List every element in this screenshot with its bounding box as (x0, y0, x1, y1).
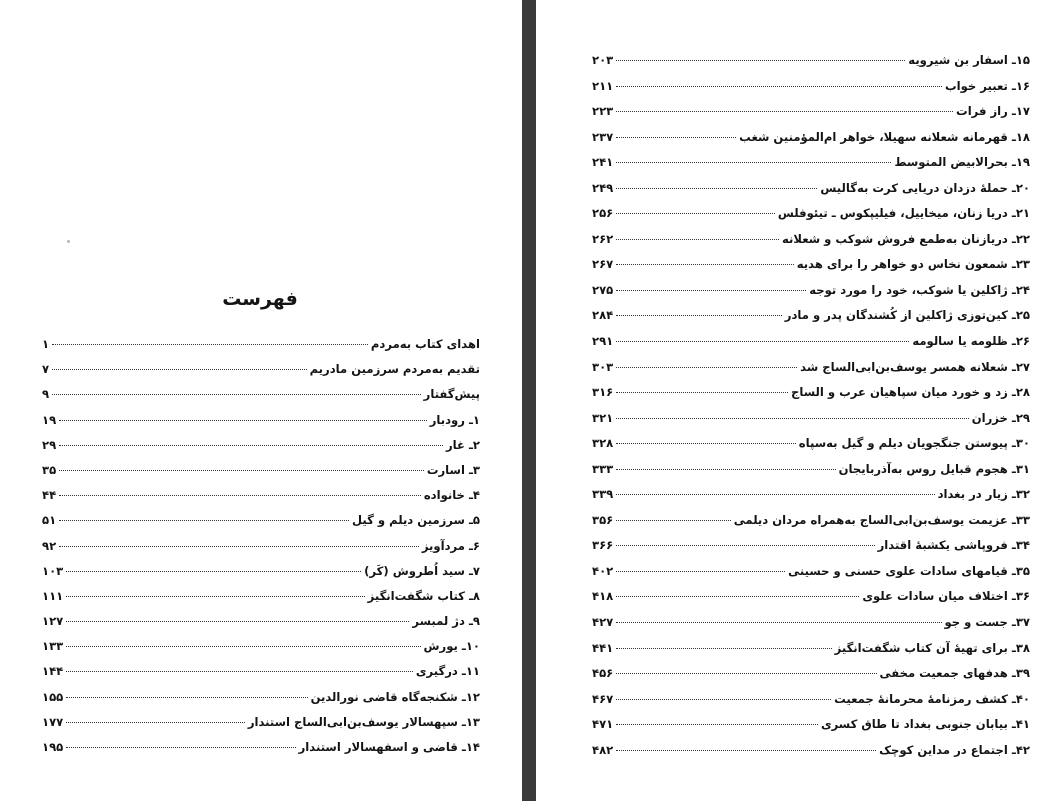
toc-entry-title: ۲۰ـ حملهٔ دزدان دریایی کرت به‌گالیس (820, 180, 1030, 195)
toc-entry-title: ۱۳ـ سپهسالار یوسف‌بن‌ابی‌الساج استندار (247, 714, 480, 729)
toc-entry (592, 252, 1030, 278)
toc-entry (592, 687, 1030, 713)
toc-entry (42, 408, 480, 433)
toc-entry-page: ۳۵ (42, 462, 57, 477)
dot-leader (616, 290, 806, 291)
dot-leader (616, 367, 797, 368)
toc-entry (42, 534, 480, 559)
dot-leader (66, 697, 307, 698)
toc-entry (42, 508, 480, 533)
dot-leader (616, 111, 953, 112)
toc-entry (592, 406, 1030, 432)
dot-leader (66, 671, 413, 672)
toc-entry-title: ۲۶ـ ظلومه یا سالومه (912, 334, 1030, 349)
toc-entry (42, 659, 480, 684)
toc-entry-page: ۱۱۱ (42, 588, 64, 603)
toc-entry-title: ۳۹ـ هدفهای جمعیت مخفی (879, 666, 1030, 681)
dot-leader (616, 673, 876, 674)
toc-entry-title: ۲۳ـ شمعون نخاس دو خواهر را برای هدیه (796, 257, 1030, 272)
toc-entry (42, 332, 480, 357)
toc-entry-title: ۲ـ غار (445, 437, 480, 452)
toc-entry (42, 710, 480, 735)
toc-entry (592, 99, 1030, 125)
toc-entry-page: ۱۰۳ (42, 563, 64, 578)
toc-entry-title: ۶ـ مردآویز (421, 538, 480, 553)
toc-entry (592, 278, 1030, 304)
toc-entry-title: ۲۹ـ خزران (971, 410, 1030, 425)
toc-entry (592, 125, 1030, 151)
toc-entry-title: ۱۷ـ راز فرات (956, 104, 1030, 119)
dot-leader (616, 596, 859, 597)
toc-entry (42, 609, 480, 634)
toc-entry-page: ۲۴۱ (592, 155, 614, 170)
dot-leader (616, 494, 934, 495)
dot-leader (616, 162, 891, 163)
dot-leader (59, 420, 427, 421)
toc-entry-title: ۳۸ـ برای تهیهٔ آن کتاب شگفت‌انگیز (834, 640, 1030, 655)
toc-entry-page: ۴۱۸ (592, 589, 614, 604)
dot-leader (616, 239, 779, 240)
toc-entry-page: ۲۸۴ (592, 308, 614, 323)
toc-entry-title: ۱۱ـ درگیری (415, 664, 480, 679)
toc-entry (42, 735, 480, 760)
toc-entry (592, 610, 1030, 636)
toc-entry (592, 559, 1030, 585)
toc-entry-page: ۱۵۵ (42, 689, 64, 704)
toc-entry-page: ۳۲۸ (592, 436, 614, 451)
dot-leader (616, 264, 794, 265)
toc-entry (42, 634, 480, 659)
toc-entry (592, 150, 1030, 176)
toc-entry-page: ۱۹ (42, 412, 57, 427)
toc-entry-page: ۴۸۲ (592, 742, 614, 757)
dot-leader (59, 546, 419, 547)
dot-leader (66, 621, 409, 622)
toc-entry (42, 559, 480, 584)
toc-entry-page: ۲۶۷ (592, 257, 614, 272)
toc-list-right (592, 48, 1030, 763)
toc-entry-title: ۲۱ـ دریا زنان، میخاییل، فیلیپکوس ـ تیئوفلس (777, 206, 1030, 221)
dot-leader (59, 445, 443, 446)
toc-entry-page: ۳۳۹ (592, 487, 614, 502)
toc-entry (592, 482, 1030, 508)
dot-leader (616, 443, 796, 444)
toc-entry-title: ۳۶ـ اختلاف میان سادات علوی (862, 589, 1030, 604)
dot-leader (616, 86, 942, 87)
toc-entry-page: ۲۷۵ (592, 282, 614, 297)
toc-entry-page: ۲۴۹ (592, 180, 614, 195)
toc-entry-title: ۳ـ اسارت (426, 462, 480, 477)
toc-entry (42, 433, 480, 458)
toc-entry-title: ۸ـ کتاب شگفت‌انگیز (367, 588, 480, 603)
toc-entry-page: ۲۳۷ (592, 129, 614, 144)
toc-entry-title: ۱۰ـ یورش (423, 639, 480, 654)
toc-entry (592, 661, 1030, 687)
toc-entry (592, 201, 1030, 227)
toc-entry-page: ۲۹۱ (592, 334, 614, 349)
dot-leader (616, 315, 782, 316)
toc-entry (592, 176, 1030, 202)
toc-entry-title: ۳۷ـ جست و جو (944, 615, 1030, 630)
toc-entry-title: ۴۱ـ بیابان جنوبی بغداد تا طاق کسری (820, 717, 1030, 732)
toc-entry (592, 303, 1030, 329)
dot-leader (66, 571, 361, 572)
dot-leader (52, 394, 421, 395)
toc-entry-title: ۱۶ـ تعبیر خواب (944, 78, 1030, 93)
toc-entry (592, 48, 1030, 74)
toc-entry (592, 738, 1030, 764)
toc-entry (42, 483, 480, 508)
toc-entry-page: ۳۱۶ (592, 385, 614, 400)
toc-entry-title: تقدیم به‌مردم سرزمین مادریم (309, 362, 480, 377)
toc-entry-title: ۳۰ـ پیوستن جنگجویان دیلم و گیل به‌سپاه (798, 436, 1030, 451)
dot-leader (59, 470, 424, 471)
paper-speck (67, 240, 70, 243)
toc-entry-title: ۲۷ـ شعلانه همسر یوسف‌بن‌ابی‌الساج شد (800, 359, 1030, 374)
toc-entry-title: ۱ـ رودبار (429, 412, 480, 427)
dot-leader (616, 724, 818, 725)
toc-entry-page: ۷ (42, 362, 50, 377)
toc-entry-title: ۲۸ـ زد و خورد میان سپاهیان عرب و الساج (791, 385, 1030, 400)
toc-entry-title: ۷ـ سید اُطروش (کَر) (364, 563, 480, 578)
toc-entry (592, 457, 1030, 483)
toc-entry (592, 584, 1030, 610)
toc-entry-page: ۴۵۶ (592, 666, 614, 681)
toc-entry (42, 458, 480, 483)
dot-leader (616, 341, 909, 342)
book-gutter (522, 0, 536, 801)
toc-entry-title: ۳۵ـ قیامهای سادات علوی حسنی و حسینی (788, 563, 1030, 578)
dot-leader (66, 747, 295, 748)
toc-entry (592, 508, 1030, 534)
toc-entry-title: ۳۴ـ فروپاشی یکشبهٔ اقتدار (877, 538, 1030, 553)
dot-leader (616, 469, 835, 470)
dot-leader (66, 722, 245, 723)
toc-entry-title: ۲۴ـ ژاکلین یا شوکب، خود را مورد توجه (809, 282, 1030, 297)
toc-entry-title: ۱۹ـ بحرالابیض المتوسط (894, 155, 1030, 170)
toc-entry-page: ۱۷۷ (42, 714, 64, 729)
toc-entry (592, 712, 1030, 738)
toc-entry (42, 357, 480, 382)
dot-leader (616, 571, 785, 572)
dot-leader (616, 520, 730, 521)
toc-entry-page: ۴۲۷ (592, 615, 614, 630)
toc-entry (42, 584, 480, 609)
toc-entry-page: ۳۳۳ (592, 461, 614, 476)
dot-leader (66, 596, 364, 597)
toc-entry-page: ۳۶۶ (592, 538, 614, 553)
toc-entry-page: ۲۰۳ (592, 53, 614, 67)
toc-entry-page: ۴۴ (42, 488, 57, 503)
toc-entry-page: ۴۰۲ (592, 563, 614, 578)
toc-entry-title: ۵ـ سرزمین دیلم و گیل (352, 513, 480, 528)
toc-entry-page: ۹ (42, 387, 50, 402)
toc-entry-page: ۱۹۵ (42, 740, 64, 754)
toc-entry-page: ۲۶۲ (592, 231, 614, 246)
toc-entry-title: ۴ـ خانواده (423, 488, 480, 503)
dot-leader (52, 344, 368, 345)
toc-entry-page: ۵۱ (42, 513, 57, 528)
toc-entry (592, 533, 1030, 559)
toc-entry-title: پیش‌گفتار (423, 387, 480, 402)
toc-entry-page: ۹۲ (42, 538, 57, 553)
dot-leader (616, 648, 831, 649)
toc-entry-page: ۴۴۱ (592, 640, 614, 655)
dot-leader (616, 750, 876, 751)
dot-leader (616, 137, 736, 138)
toc-entry-page: ۱۳۳ (42, 639, 64, 654)
toc-entry-title: ۱۴ـ قاضی و اسفهسالار استندار (298, 740, 480, 754)
toc-entry-title: ۳۲ـ زیار در بغداد (937, 487, 1030, 502)
toc-entry (592, 431, 1030, 457)
toc-entry-page: ۳۵۶ (592, 512, 614, 527)
dot-leader (616, 545, 874, 546)
toc-entry-page: ۲۲۳ (592, 104, 614, 119)
toc-list-left (42, 332, 480, 760)
dot-leader (616, 622, 941, 623)
dot-leader (616, 60, 905, 61)
toc-entry-title: ۳۳ـ عزیمت یوسف‌بن‌ابی‌الساج به‌همراه مردان دیلمی (733, 512, 1030, 527)
toc-entry (592, 329, 1030, 355)
toc-entry-title: ۴۰ـ کشف رمزنامهٔ محرمانهٔ جمعیت (834, 691, 1030, 706)
dot-leader (616, 699, 831, 700)
toc-entry-page: ۳۲۱ (592, 410, 614, 425)
toc-entry-title: ۳۱ـ هجوم قبایل روس به‌آذربایجان (838, 461, 1030, 476)
dot-leader (616, 188, 817, 189)
toc-entry-page: ۲۹ (42, 437, 57, 452)
toc-entry-page: ۱۴۴ (42, 664, 64, 679)
toc-entry (592, 355, 1030, 381)
toc-entry (42, 382, 480, 407)
toc-entry-page: ۱ (42, 337, 50, 351)
dot-leader (66, 646, 420, 647)
toc-entry-page: ۴۶۷ (592, 691, 614, 706)
toc-entry-title: ۱۵ـ اسفار بن شیرویه (908, 53, 1030, 67)
toc-heading: فهرست (222, 288, 298, 310)
dot-leader (59, 495, 421, 496)
toc-entry (42, 685, 480, 710)
dot-leader (616, 392, 788, 393)
dot-leader (59, 520, 349, 521)
toc-entry-title: ۹ـ دژ لمبسر (412, 614, 480, 629)
toc-entry-title: ۲۵ـ کین‌توزی ژاکلین از کُشندگان پدر و مادر (784, 308, 1030, 323)
toc-entry (592, 227, 1030, 253)
toc-entry-title: ۱۸ـ قهرمانه شعلانه سهیلا، خواهر ام‌المؤمنین شغب (739, 129, 1030, 144)
toc-entry-page: ۲۱۱ (592, 78, 614, 93)
toc-entry (592, 636, 1030, 662)
toc-entry-title: ۴۲ـ اجتماع در مداین کوچک (879, 742, 1030, 757)
toc-entry-title: اهدای کتاب به‌مردم (370, 337, 480, 351)
dot-leader (616, 418, 968, 419)
dot-leader (616, 213, 775, 214)
toc-entry-page: ۲۵۶ (592, 206, 614, 221)
toc-entry-title: ۱۲ـ شکنجه‌گاه قاضی نورالدین (310, 689, 480, 704)
toc-entry (592, 380, 1030, 406)
toc-entry-page: ۴۷۱ (592, 717, 614, 732)
toc-entry-page: ۱۲۷ (42, 614, 64, 629)
toc-entry-page: ۳۰۳ (592, 359, 614, 374)
dot-leader (52, 369, 307, 370)
toc-entry (592, 74, 1030, 100)
toc-entry-title: ۲۲ـ دریازنان به‌طمع فروش شوکب و شعلانه (782, 231, 1030, 246)
